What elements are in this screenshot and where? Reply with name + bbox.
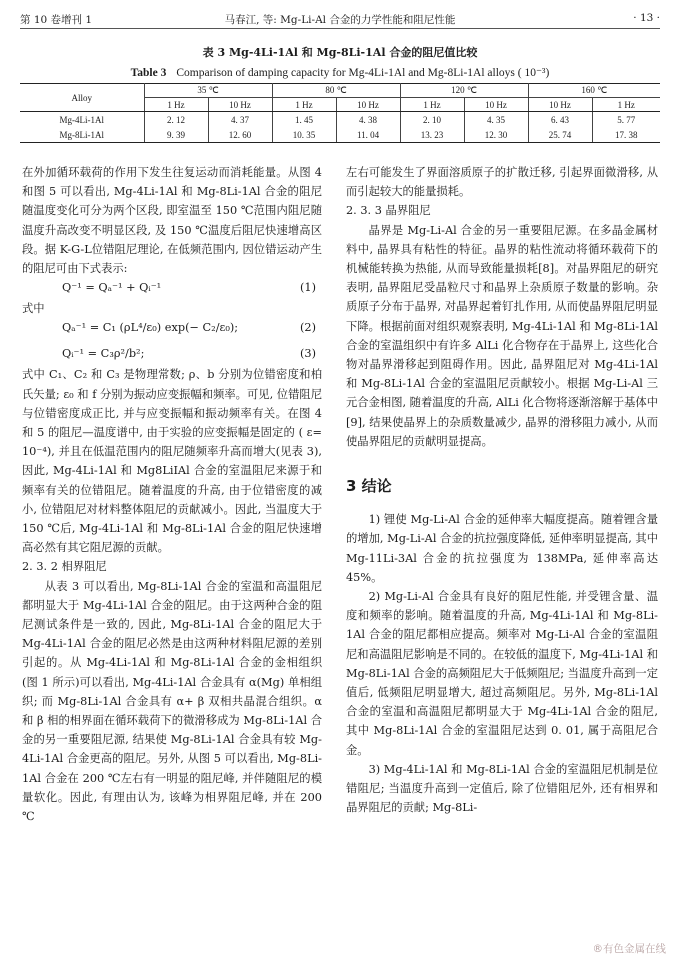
freq-header: 10 Hz — [336, 98, 400, 112]
value-cell: 10. 35 — [272, 127, 336, 143]
equation-text: Qₐ⁻¹ = C₁ (ρL⁴/ε₀) exp(− C₂/ε₀); — [62, 321, 239, 335]
value-cell: 4. 38 — [336, 112, 400, 128]
paragraph: 左右可能发生了界面溶质原子的扩散迁移, 引起界面微滑移, 从而引起较大的能量损耗。 — [346, 166, 658, 199]
freq-header: 1 Hz — [592, 98, 660, 112]
section-heading: 3 结论 — [346, 477, 392, 496]
left-column — [22, 163, 322, 826]
value-cell: 9. 39 — [144, 127, 208, 143]
freq-header: 1 Hz — [400, 98, 464, 112]
freq-header: 10 Hz — [464, 98, 528, 112]
equation-number: (2) — [299, 321, 316, 335]
table-row — [20, 127, 660, 143]
paragraph: 式中 C₁、C₂ 和 C₃ 是物理常数; ρ、b 分别为位错密度和柏氏矢量; ε₀ 和 f 分别为振动应变振幅和频率。可见, 位错阻尼与位错密度成正比, 并与应变振幅和振动频率有关。在图 4 和 5 的阻尼—温度谱中, 由于实验的应变振幅是固定的 ( ε= 10⁻⁴), 并且在低温范围内的阻尼随频率升高而增大(见表 3), 因此, Mg-4Li-1Al 和 Mg8LiIAl 合金的室温阻尼来源于和频率有关的位错阻尼。随着温度的升高, 由于位错密度的减小, 位错阻尼对材料整体阻尼的贡献减小。因此, 当温度大于 150 ℃后, Mg-4Li-1Al 和 Mg-8Li-1Al 合金的阻尼快速增高必然有其它阻尼源的贡献。 — [22, 368, 322, 555]
alloy-cell: Mg-8Li-1Al — [20, 127, 144, 143]
table-caption-cn: 表 3 Mg-4Li-1Al 和 Mg-8Li-1Al 合金的阻尼值比较 — [202, 46, 478, 59]
value-cell: 6. 43 — [528, 112, 592, 128]
table-caption-text: Comparison of damping capacity for Mg-4Li-1Al and Mg-8Li-1Al alloys ( 10⁻³) — [176, 67, 550, 79]
value-cell: 4. 37 — [208, 112, 272, 128]
conclusion-item: 1) 锂使 Mg-Li-Al 合金的延伸率大幅度提高。随着锂含量的增加, Mg-Li-Al 合金的抗拉强度降低, 延伸率明显提高, 其中 Mg-11Li-3Al 合金的抗拉强度为 138MPa, 延伸率高达 45%。 — [346, 513, 658, 584]
paragraph: 从表 3 可以看出, Mg-8Li-1Al 合金的室温和高温阻尼都明显大于 Mg-4Li-1Al 合金的阻尼。由于这两种合金的阻尼测试条件是一致的, 因此, Mg-8Li-1Al 合金的阻尼大于 Mg-4Li-1Al 合金的阻尼必然是由这两种材料阻尼源的差别引起的。从 Mg-4Li-1Al 和 Mg-8Li-1Al 合金的金相组织(图 1 所示)可以看出, Mg-4Li-1Al 合金具有 α(Mg) 单相组织; 而 Mg-8Li-1Al 合金具有 α+ β 双相共晶混合组织。α 和 β 相的相界面在循环载荷下的微滑移成为 Mg-8Li-1Al 合金的另一重要阻尼源, 结果使 Mg-8Li-1Al 合金具有较 Mg-4Li-1Al 合金更高的阻尼。另外, 从图 5 可以看出, Mg-8Li-1Al 合金在 200 ℃左右有一明显的阻尼峰, 并伴随阻尼的模量软化。因此, 有理由认为, 该峰为相界阻尼峰, 并在 200 ℃ — [22, 579, 322, 824]
equation-2 — [22, 318, 322, 344]
conclusion-item: 2) Mg-Li-Al 合金具有良好的阻尼性能, 并受锂含量、温度和频率的影响。随着温度的升高, Mg-4Li-1Al 和 Mg-8Li-1Al 合金的阻尼都相应提高。频率对 Mg-Li-Al 合金的室温阻尼和高温阻尼影响是不同的。在较低的温度下, Mg-4Li-1Al 和 Mg-8Li-1Al 合金的高频阻尼大于低频阻尼; 当温度升高到一定值后, 低频阻尼明显增大, 超过高频阻尼。另外, Mg-8Li-1Al 合金的室温和高温阻尼都明显大于 Mg-4Li-1Al 合金的阻尼, 其中 Mg-8Li-1Al 合金的室温阻尼达到 0. 01, 属于高阻尼合金。 — [346, 590, 658, 757]
paragraph: 晶界是 Mg-Li-Al 合金的另一重要阻尼源。在多晶金属材料中, 晶界具有粘性的特征。晶界的粘性流动将循环载荷下的机械能转换为热能, 从而导致能量损耗[8]。对晶界阻尼的研究表明, 晶界阻尼受晶粒尺寸和晶界上杂质原子数量的影响。杂质原子分布于晶界, 对晶界起着钉扎作用, 从而使晶界阻尼明显下降。根据前面对组织观察表明, Mg-4Li-1Al 和 Mg-8Li-1Al 合金的室温组织中有许多 AlLi 化合物存在于晶界上, 这些化合物对晶界滑移起到阻碍作用。因此, 晶界阻尼对 Mg-4Li-1Al 和 Mg-8Li-1Al 合金的室温阻尼贡献较小。根据 Mg-Li-Al 三元合金相图, 随着温度的升高, AlLi 化合物将逐渐溶解于基体中[9], 结果使晶界上的杂质数量减少, 晶界的滑移阻力减小, 从而使晶界阻尼的贡献明显提高。 — [346, 223, 658, 448]
value-cell: 1. 45 — [272, 112, 336, 128]
watermark: ®有色金属在线 — [592, 943, 666, 955]
value-cell: 13. 23 — [400, 127, 464, 143]
article-title: 马春江, 等: Mg-Li-Al 合金的力学性能和阻尼性能 — [224, 14, 456, 26]
alloy-cell: Mg-4Li-1Al — [20, 112, 144, 128]
value-cell: 12. 30 — [464, 127, 528, 143]
damping-table — [20, 83, 660, 143]
table-row — [20, 112, 660, 128]
equation-number: (1) — [299, 281, 316, 295]
value-cell: 5. 77 — [617, 114, 636, 125]
page-number: · 13 · — [633, 12, 660, 24]
value-cell: 12. 60 — [208, 127, 272, 143]
value-cell: 11. 04 — [336, 127, 400, 143]
equation-3 — [22, 344, 322, 365]
subsection-heading: 2. 3. 3 晶界阻尼 — [346, 204, 431, 218]
subsection-heading: 2. 3. 2 相界阻尼 — [22, 560, 107, 574]
temp-header: 35 ℃ — [144, 84, 272, 98]
temp-header: 120 ℃ — [400, 84, 528, 98]
table-label: Table 3 — [130, 67, 167, 79]
paragraph: 式中 — [22, 302, 45, 316]
running-header — [20, 10, 660, 29]
right-column — [346, 163, 658, 818]
value-cell: 4. 35 — [464, 112, 528, 128]
freq-header: 10 Hz — [528, 98, 592, 112]
paragraph: 在外加循环载荷的作用下发生往复运动而消耗能量。从图 4 和图 5 可以看出, Mg-4Li-1Al 和 Mg-8Li-1Al 合金的阻尼随温度变化可分为两个区段, 即室温至 150 ℃范围内阻尼随温度升高改变不明显区段, 及 150 ℃温度后阻尼快速增高区段。据 K-G-L位错阻尼理论, 在低频范围内, 因位错运动产生的阻尼可由下式表示: — [22, 166, 322, 276]
equation-text: Q⁻¹ = Qₐ⁻¹ + Qᵢ⁻¹ — [62, 281, 162, 295]
freq-header: 1 Hz — [272, 98, 336, 112]
value-cell: 25. 74 — [528, 127, 592, 143]
journal-volume: 第 10 卷增刊 1 — [20, 14, 93, 26]
equation-1 — [22, 278, 322, 299]
conclusion-item: 3) Mg-4Li-1Al 和 Mg-8Li-1Al 合金的室温阻尼机制是位错阻尼; 当温度升高到一定值后, 除了位错阻尼外, 还有相界和晶界阻尼的贡献; Mg-8Li- — [346, 762, 658, 815]
freq-header: 1 Hz — [144, 98, 208, 112]
value-cell: 2. 10 — [400, 112, 464, 128]
temp-header: 160 ℃ — [528, 84, 660, 98]
temp-header: 80 ℃ — [272, 84, 400, 98]
equation-number: (3) — [299, 347, 316, 361]
value-cell: 17. 38 — [592, 127, 660, 143]
freq-header: 10 Hz — [208, 98, 272, 112]
equation-text: Qᵢ⁻¹ = C₃ρ²/b²; — [62, 347, 145, 361]
value-cell: 2. 12 — [144, 112, 208, 128]
table-caption-en — [0, 65, 680, 79]
alloy-header: Alloy — [20, 84, 144, 112]
